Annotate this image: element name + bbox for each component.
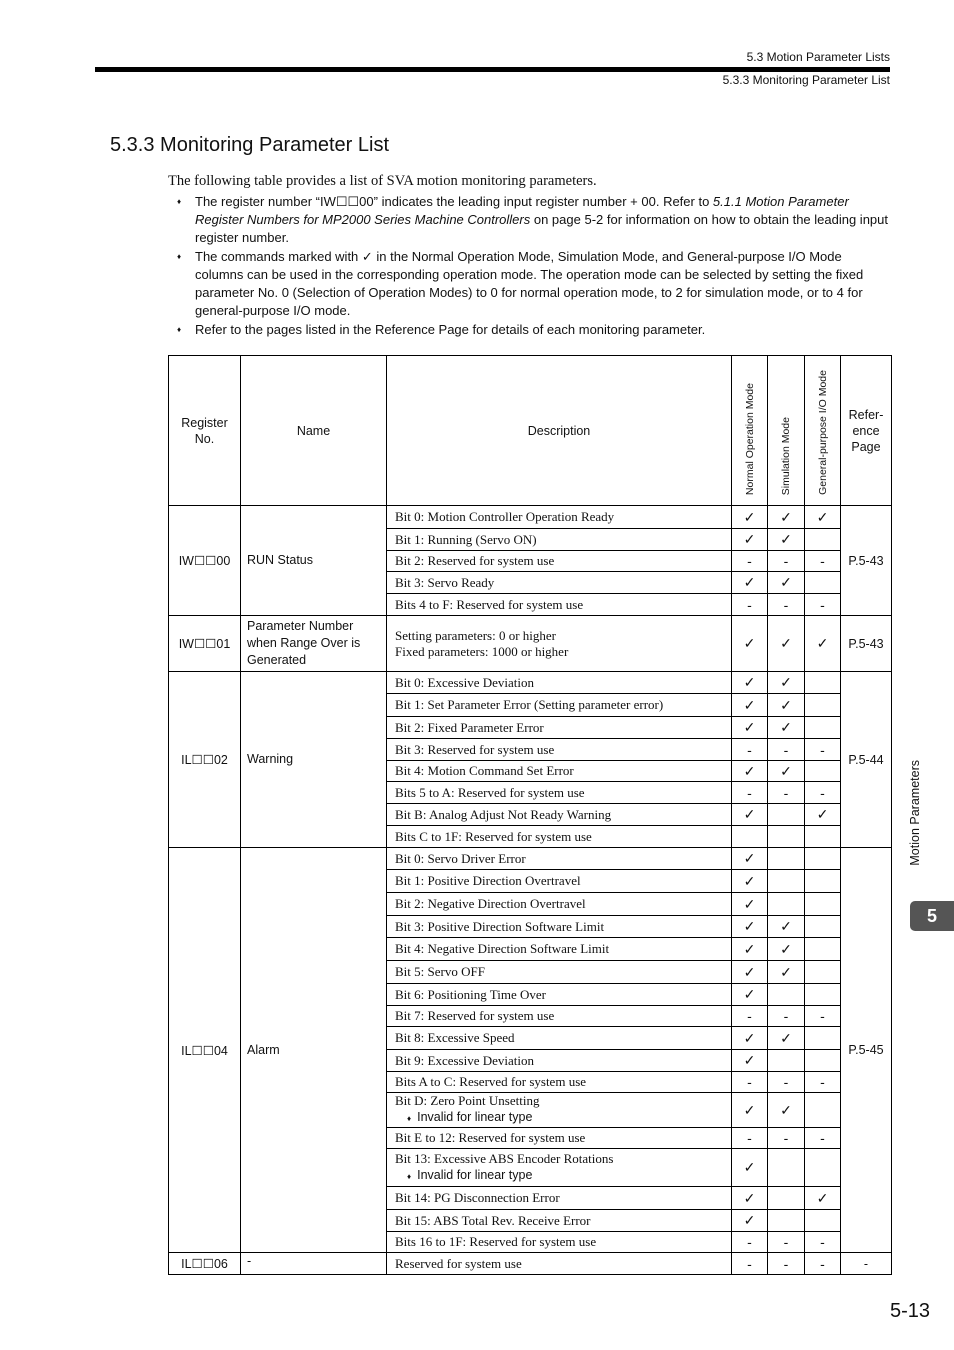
normal-mode-mark: ✓	[732, 1149, 768, 1187]
header-general-purpose-io-mode: General-purpose I/O Mode	[805, 356, 841, 506]
bullet-text: The register number “IW☐☐00” indicates the leading input register number + 00. Refer to	[195, 194, 713, 209]
gpio-mode-mark: -	[805, 1072, 841, 1093]
description-text: Bits 4 to F: Reserved for system use	[395, 596, 584, 612]
gpio-mode-mark	[805, 1050, 841, 1072]
description-cell	[387, 551, 732, 572]
description-cell	[387, 572, 732, 594]
description-text: Bit 14: PG Disconnection Error	[395, 1190, 560, 1205]
description-cell	[387, 938, 732, 961]
normal-mode-mark: ✓	[732, 694, 768, 717]
description-text: Fixed parameters: 1000 or higher	[395, 643, 569, 659]
description-cell	[387, 1210, 732, 1232]
description-note: ♦ Invalid for linear type	[395, 1167, 731, 1185]
description-text: Setting parameters: 0 or higher	[395, 627, 557, 643]
simulation-mode-mark	[768, 893, 805, 916]
reference-page: -	[841, 1253, 892, 1275]
description-text: Bit 3: Servo Ready	[395, 574, 495, 590]
simulation-mode-mark	[768, 870, 805, 893]
register-number: IL☐☐04	[169, 848, 241, 1253]
simulation-mode-mark: ✓	[768, 529, 805, 551]
description-cell	[387, 616, 732, 672]
simulation-mode-mark	[768, 826, 805, 848]
description-cell	[387, 1027, 732, 1050]
description-cell	[387, 804, 732, 826]
cross-reference-link[interactable]: 5.1.1 Motion Parameter Register Numbers for MP2000 Series Machine Controllers	[195, 194, 849, 227]
normal-mode-mark: ✓	[732, 848, 768, 870]
simulation-mode-mark: -	[768, 594, 805, 616]
simulation-mode-mark: ✓	[768, 938, 805, 961]
register-number: IW☐☐01	[169, 616, 241, 672]
normal-mode-mark: ✓	[732, 893, 768, 916]
description-cell	[387, 1006, 732, 1027]
description-cell	[387, 916, 732, 938]
simulation-mode-mark: ✓	[768, 961, 805, 984]
gpio-mode-mark	[805, 572, 841, 594]
description-text: Bit 0: Motion Controller Operation Ready	[395, 509, 615, 524]
gpio-mode-mark	[805, 1027, 841, 1050]
gpio-mode-mark	[805, 1093, 841, 1128]
normal-mode-mark: -	[732, 1128, 768, 1149]
description-cell	[387, 984, 732, 1006]
table-header-row	[169, 356, 892, 506]
normal-mode-mark: ✓	[732, 961, 768, 984]
description-cell	[387, 826, 732, 848]
normal-mode-mark: -	[732, 594, 768, 616]
description-cell	[387, 717, 732, 739]
gpio-mode-mark: -	[805, 1006, 841, 1027]
description-text: Bit B: Analog Adjust Not Ready Warning	[395, 806, 612, 822]
description-cell	[387, 870, 732, 893]
normal-mode-mark: ✓	[732, 572, 768, 594]
simulation-mode-mark: -	[768, 739, 805, 761]
gpio-mode-mark: ✓	[805, 1187, 841, 1210]
gpio-mode-mark	[805, 529, 841, 551]
description-text: Bit 0: Servo Driver Error	[395, 850, 526, 866]
description-text: Bits A to C: Reserved for system use	[395, 1074, 587, 1089]
normal-mode-mark: ✓	[732, 616, 768, 672]
description-text: Reserved for system use	[395, 1255, 522, 1271]
description-cell	[387, 1253, 732, 1275]
parameter-name: RUN Status	[241, 506, 387, 616]
table-row	[169, 616, 892, 672]
gpio-mode-mark	[805, 893, 841, 916]
normal-mode-mark: ✓	[732, 506, 768, 529]
bullet-item: ♦ Refer to the pages listed in the Reference Page for details of each monitoring parameter.	[176, 321, 892, 339]
gpio-mode-mark: ✓	[805, 804, 841, 826]
description-text: Bit 7: Reserved for system use	[395, 1008, 555, 1023]
description-cell	[387, 594, 732, 616]
register-number: IW☐☐00	[169, 506, 241, 616]
normal-mode-mark: ✓	[732, 1187, 768, 1210]
monitoring-parameter-table	[168, 355, 892, 1275]
description-text: Bit 2: Fixed Parameter Error	[395, 719, 544, 735]
description-cell	[387, 1232, 732, 1253]
description-text: Bit 3: Positive Direction Software Limit	[395, 918, 605, 934]
description-cell	[387, 1128, 732, 1149]
normal-mode-mark: ✓	[732, 529, 768, 551]
gpio-mode-mark	[805, 916, 841, 938]
description-cell	[387, 1187, 732, 1210]
normal-mode-mark: -	[732, 1072, 768, 1093]
gpio-mode-mark: -	[805, 1128, 841, 1149]
description-cell	[387, 529, 732, 551]
header-rule	[95, 67, 890, 72]
normal-mode-mark	[732, 826, 768, 848]
parameter-name: Warning	[241, 672, 387, 848]
gpio-mode-mark	[805, 984, 841, 1006]
normal-mode-mark: ✓	[732, 1027, 768, 1050]
header-register-no: Register No.	[169, 356, 241, 506]
normal-mode-mark: ✓	[732, 984, 768, 1006]
normal-mode-mark: ✓	[732, 1093, 768, 1128]
reference-page: P.5-45	[841, 848, 892, 1253]
description-text: Bit 1: Set Parameter Error (Setting parameter error)	[395, 697, 664, 712]
description-cell	[387, 506, 732, 529]
description-cell	[387, 1050, 732, 1072]
normal-mode-mark: ✓	[732, 916, 768, 938]
table-row	[169, 506, 892, 529]
gpio-mode-mark	[805, 848, 841, 870]
normal-mode-mark: ✓	[732, 870, 768, 893]
normal-mode-mark: -	[732, 782, 768, 804]
normal-mode-mark: ✓	[732, 672, 768, 694]
register-number: IL☐☐02	[169, 672, 241, 848]
gpio-mode-mark: -	[805, 739, 841, 761]
simulation-mode-mark	[768, 1210, 805, 1232]
gpio-mode-mark	[805, 672, 841, 694]
description-cell	[387, 848, 732, 870]
parameter-name: Parameter Number when Range Over is Generated	[241, 616, 387, 672]
description-cell	[387, 961, 732, 984]
description-text: Bit 2: Reserved for system use	[395, 553, 555, 568]
gpio-mode-mark: ✓	[805, 506, 841, 529]
bullet-item: ♦ The commands marked with ✓ in the Normal Operation Mode, Simulation Mode, and General-purpose I/O Mode columns can be used in the corresponding operation mode. The operation mode can be selected by setting the fixed parameter No. 0 (Selection of Operation Modes) to 0 for normal operation mode, to 2 for simulation mode, or to 4 for general-purpose I/O mode.	[176, 248, 892, 320]
gpio-mode-mark	[805, 694, 841, 717]
simulation-mode-mark	[768, 984, 805, 1006]
simulation-mode-mark	[768, 804, 805, 826]
register-number: IL☐☐06	[169, 1253, 241, 1275]
gpio-mode-mark: ✓	[805, 616, 841, 672]
parameter-name: Alarm	[241, 848, 387, 1253]
running-header-section: 5.3 Motion Parameter Lists	[746, 50, 890, 64]
description-text: Bit 8: Excessive Speed	[395, 1030, 515, 1045]
simulation-mode-mark: ✓	[768, 717, 805, 739]
description-text: Bit 4: Motion Command Set Error	[395, 763, 574, 778]
normal-mode-mark: -	[732, 1006, 768, 1027]
description-text: Bit 15: ABS Total Rev. Receive Error	[395, 1212, 591, 1228]
gpio-mode-mark: -	[805, 594, 841, 616]
reference-page: P.5-43	[841, 506, 892, 616]
normal-mode-mark: -	[732, 1232, 768, 1253]
running-header-subsection: 5.3.3 Monitoring Parameter List	[722, 73, 890, 87]
description-cell	[387, 694, 732, 717]
gpio-mode-mark	[805, 761, 841, 782]
normal-mode-mark: ✓	[732, 938, 768, 961]
simulation-mode-mark	[768, 848, 805, 870]
intro-paragraph: The following table provides a list of SVA motion monitoring parameters.	[168, 173, 597, 189]
normal-mode-mark: ✓	[732, 804, 768, 826]
chapter-side-label: Motion Parameters	[908, 760, 922, 866]
normal-mode-mark: -	[732, 551, 768, 572]
description-text: Bits C to 1F: Reserved for system use	[395, 828, 592, 844]
simulation-mode-mark: -	[768, 1253, 805, 1275]
header-normal-operation-mode: Normal Operation Mode	[732, 356, 768, 506]
simulation-mode-mark: -	[768, 1072, 805, 1093]
description-text: Bit 1: Running (Servo ON)	[395, 531, 537, 547]
reference-page: P.5-44	[841, 672, 892, 848]
page-title: 5.3.3 Monitoring Parameter List	[110, 134, 390, 156]
simulation-mode-mark: ✓	[768, 1093, 805, 1128]
header-name: Name	[241, 356, 387, 506]
simulation-mode-mark: -	[768, 782, 805, 804]
description-text: Bit 2: Negative Direction Overtravel	[395, 896, 586, 911]
simulation-mode-mark	[768, 1149, 805, 1187]
normal-mode-mark: ✓	[732, 717, 768, 739]
simulation-mode-mark: -	[768, 1232, 805, 1253]
header-description: Description	[387, 356, 732, 506]
description-note: ♦ Invalid for linear type	[395, 1109, 731, 1127]
gpio-mode-mark	[805, 961, 841, 984]
simulation-mode-mark: -	[768, 1006, 805, 1027]
simulation-mode-mark: ✓	[768, 572, 805, 594]
description-cell	[387, 1149, 732, 1187]
description-text: Bit 4: Negative Direction Software Limit	[395, 941, 610, 956]
description-text: Bit 1: Positive Direction Overtravel	[395, 873, 581, 888]
simulation-mode-mark: ✓	[768, 694, 805, 717]
normal-mode-mark: -	[732, 1253, 768, 1275]
simulation-mode-mark: ✓	[768, 506, 805, 529]
description-text: Bit 5: Servo OFF	[395, 964, 485, 979]
page-number: 5-13	[889, 1300, 930, 1322]
description-text: Bit 9: Excessive Deviation	[395, 1052, 535, 1068]
header-simulation-mode: Simulation Mode	[768, 356, 805, 506]
bullet-item	[176, 193, 892, 247]
simulation-mode-mark: -	[768, 1128, 805, 1149]
chapter-tab: 5	[910, 901, 954, 931]
description-text: Bit 0: Excessive Deviation	[395, 674, 535, 690]
table-row	[169, 848, 892, 870]
description-text: Bits 5 to A: Reserved for system use	[395, 784, 585, 800]
description-cell	[387, 782, 732, 804]
normal-mode-mark: ✓	[732, 1210, 768, 1232]
gpio-mode-mark	[805, 1149, 841, 1187]
table-row	[169, 672, 892, 694]
gpio-mode-mark	[805, 826, 841, 848]
description-text: Bit E to 12: Reserved for system use	[395, 1130, 586, 1145]
simulation-mode-mark: ✓	[768, 916, 805, 938]
parameter-name: -	[241, 1253, 387, 1275]
description-cell	[387, 739, 732, 761]
description-cell	[387, 761, 732, 782]
gpio-mode-mark	[805, 717, 841, 739]
description-text: Bit 3: Reserved for system use	[395, 741, 555, 757]
simulation-mode-mark: ✓	[768, 761, 805, 782]
normal-mode-mark: ✓	[732, 1050, 768, 1072]
gpio-mode-mark	[805, 1210, 841, 1232]
description-cell	[387, 672, 732, 694]
description-cell	[387, 1072, 732, 1093]
simulation-mode-mark: ✓	[768, 616, 805, 672]
gpio-mode-mark	[805, 938, 841, 961]
description-text: Bit D: Zero Point Unsetting	[395, 1093, 540, 1108]
description-text: Bit 13: Excessive ABS Encoder Rotations	[395, 1150, 614, 1166]
simulation-mode-mark: ✓	[768, 672, 805, 694]
description-cell	[387, 893, 732, 916]
description-text: Bits 16 to 1F: Reserved for system use	[395, 1234, 597, 1249]
gpio-mode-mark: -	[805, 1253, 841, 1275]
normal-mode-mark: -	[732, 739, 768, 761]
gpio-mode-mark: -	[805, 1232, 841, 1253]
table-row	[169, 1253, 892, 1275]
bullet-list	[176, 193, 892, 340]
simulation-mode-mark	[768, 1050, 805, 1072]
description-cell	[387, 1093, 732, 1128]
normal-mode-mark: ✓	[732, 761, 768, 782]
gpio-mode-mark: -	[805, 551, 841, 572]
bullet-text: on page 5-2 for information on how to obtain the leading input register number.	[195, 212, 888, 245]
simulation-mode-mark: ✓	[768, 1027, 805, 1050]
header-reference-page: Refer- ence Page	[841, 356, 892, 506]
gpio-mode-mark	[805, 870, 841, 893]
gpio-mode-mark: -	[805, 782, 841, 804]
simulation-mode-mark	[768, 1187, 805, 1210]
simulation-mode-mark: -	[768, 551, 805, 572]
reference-page: P.5-43	[841, 616, 892, 672]
description-text: Bit 6: Positioning Time Over	[395, 986, 546, 1002]
